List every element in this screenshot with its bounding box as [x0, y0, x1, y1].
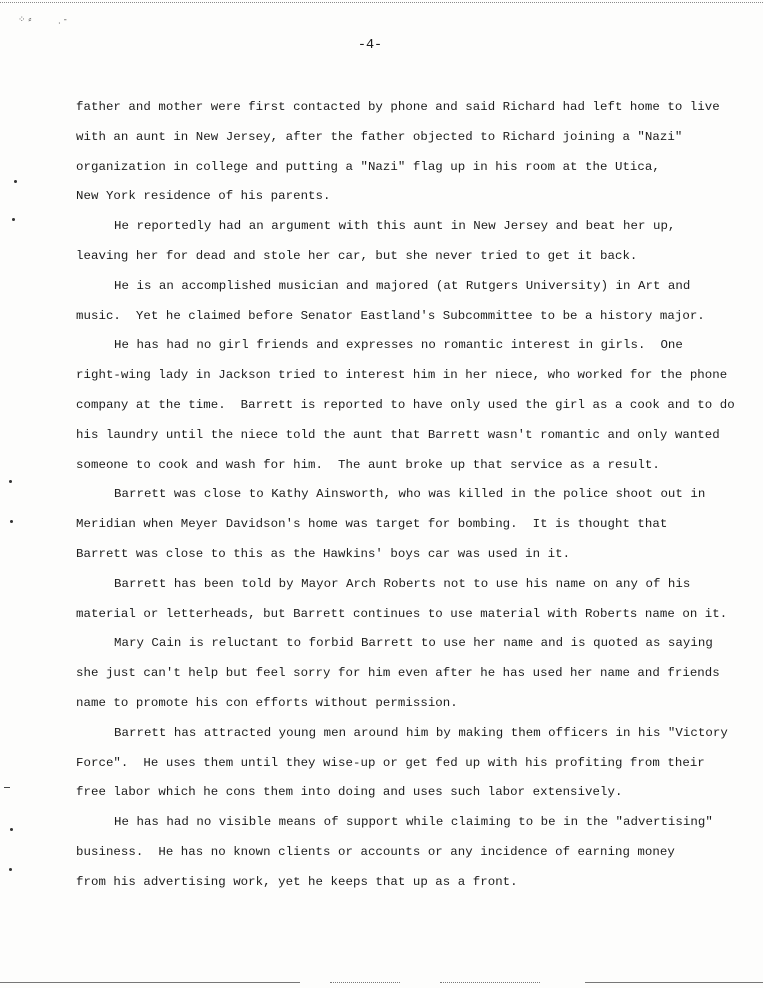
text-line: organization in college and putting a "Nazi" flag up in his room at the Utica, — [76, 159, 660, 174]
text-line: New York residence of his parents. — [76, 189, 331, 204]
text-line: Barrett has been told by Mayor Arch Roberts not to use his name on any of his — [114, 576, 691, 591]
margin-mark — [10, 828, 13, 831]
text-line: free labor which he cons them into doing and uses such labor extensively. — [76, 785, 623, 800]
text-line: company at the time. Barrett is reported to have only used the girl as a cook and to do — [76, 397, 735, 412]
paragraph — [76, 812, 748, 901]
text-line: He reportedly had an argument with this aunt in New Jersey and beat her up, — [114, 219, 676, 234]
text-line: Mary Cain is reluctant to forbid Barrett to use her name and is quoted as saying — [114, 636, 713, 651]
margin-mark — [4, 787, 10, 788]
bottom-rule — [330, 982, 400, 983]
text-line: someone to cook and wash for him. The aunt broke up that service as a result. — [76, 457, 660, 472]
paragraph — [76, 484, 748, 573]
margin-mark — [9, 868, 12, 871]
paragraph — [76, 276, 748, 336]
text-line: from his advertising work, yet he keeps that up as a front. — [76, 874, 518, 889]
document-body — [76, 97, 748, 902]
bottom-rule — [0, 982, 300, 983]
text-line: name to promote his con efforts without permission. — [76, 695, 458, 710]
text-line: He is an accomplished musician and majored (at Rutgers University) in Art and — [114, 278, 691, 293]
text-line: father and mother were first contacted by phone and said Richard had left home to live — [76, 100, 720, 114]
text-line: his laundry until the niece told the aunt that Barrett wasn't romantic and only wanted — [76, 427, 720, 442]
text-line: Barrett was close to this as the Hawkins' boys car was used in it. — [76, 546, 571, 561]
page-number: -4- — [357, 38, 383, 53]
text-line: music. Yet he claimed before Senator Eastland's Subcommittee to be a history major. — [76, 308, 705, 323]
margin-mark — [9, 480, 12, 483]
text-line: Force". He uses them until they wise-up or get fed up with his profiting from their — [76, 755, 705, 770]
paragraph — [76, 216, 748, 276]
text-line: Meridian when Meyer Davidson's home was target for bombing. It is thought that — [76, 517, 668, 532]
margin-mark — [10, 520, 13, 523]
text-line: she just can't help but feel sorry for him even after he has used her name and friends — [76, 666, 720, 681]
margin-mark — [12, 218, 15, 221]
margin-mark — [14, 180, 17, 183]
text-line: with an aunt in New Jersey, after the father objected to Richard joining a "Nazi" — [76, 129, 683, 144]
text-line: He has had no girl friends and expresses no romantic interest in girls. One — [114, 338, 683, 353]
text-line: business. He has no known clients or accounts or any incidence of earning money — [76, 844, 675, 859]
text-line: Barrett has attracted young men around him by making them officers in his "Victory — [114, 725, 728, 740]
paragraph — [76, 335, 748, 484]
paragraph — [76, 97, 748, 216]
text-line: He has had no visible means of support while claiming to be in the "advertising" — [114, 815, 713, 830]
scan-smudge: ⸒ - — [58, 15, 67, 25]
scan-smudge: ⁘ ⸗ — [18, 15, 32, 25]
paragraph — [76, 574, 748, 634]
text-line: Barrett was close to Kathy Ainsworth, who was killed in the police shoot out in — [114, 487, 706, 502]
paragraph — [76, 633, 748, 722]
text-line: material or letterheads, but Barrett continues to use material with Roberts name on it. — [76, 606, 728, 621]
text-line: leaving her for dead and stole her car, but she never tried to get it back. — [76, 248, 638, 263]
bottom-rule — [440, 982, 540, 983]
top-dotted-rule — [0, 2, 763, 3]
bottom-rule — [585, 982, 763, 983]
text-line: right-wing lady in Jackson tried to interest him in her niece, who worked for the phone — [76, 368, 728, 383]
paragraph — [76, 723, 748, 812]
